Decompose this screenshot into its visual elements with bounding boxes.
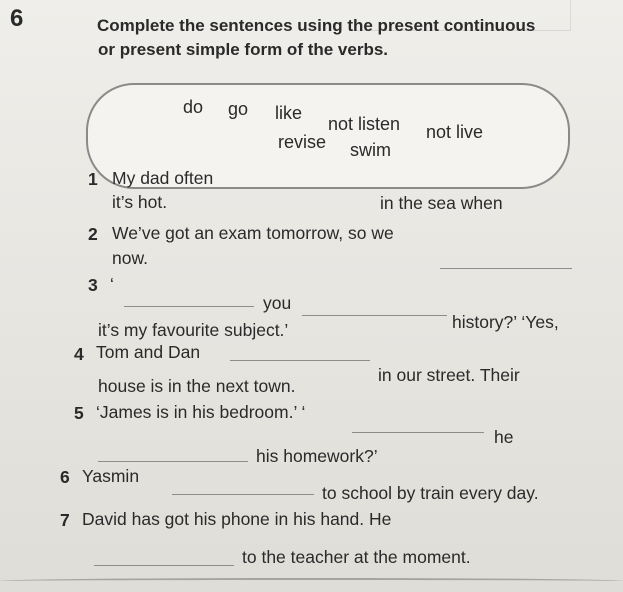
word-not-listen: not listen xyxy=(328,114,401,134)
sentence-7-text-a: David has got his phone in his hand. He xyxy=(82,509,392,529)
sentence-3-text-b: history?’ ‘Yes, xyxy=(452,312,559,332)
instruction-line-1: Complete the sentences using the present continuous xyxy=(97,16,536,35)
exercise-number: 6 xyxy=(10,5,24,32)
sentence-3-blank-2[interactable] xyxy=(302,315,447,316)
instruction-line-2: or present simple form of the verbs. xyxy=(98,40,389,59)
sentence-1-number: 1 xyxy=(88,169,98,189)
sentence-7-number: 7 xyxy=(60,510,70,530)
sentence-4-text-a: Tom and Dan xyxy=(96,342,201,362)
sentence-5-number: 5 xyxy=(74,403,84,423)
sentence-2-number: 2 xyxy=(88,224,98,244)
sentence-3-text-c: it’s my favourite subject.’ xyxy=(98,320,289,340)
sentence-7-text-b: to the teacher at the moment. xyxy=(242,547,471,567)
sentence-1-text-c: it’s hot. xyxy=(112,192,168,212)
sentence-5-blank-2[interactable] xyxy=(98,461,248,462)
sentence-4-blank[interactable] xyxy=(230,360,370,361)
sentence-1-text-b: in the sea when xyxy=(380,193,503,213)
sentence-2-blank[interactable] xyxy=(440,268,572,269)
word-like: like xyxy=(275,103,303,123)
sentence-6-text-a: Yasmin xyxy=(82,466,140,486)
sentence-6-blank[interactable] xyxy=(172,494,314,495)
sentence-2-text-a: We’ve got an exam tomorrow, so we xyxy=(112,223,394,243)
word-swim: swim xyxy=(350,140,391,160)
page-curve-edge xyxy=(0,578,623,584)
exercise-instruction xyxy=(97,14,617,62)
sentence-3-text-a: you xyxy=(263,293,292,313)
sentence-4-text-c: house is in the next town. xyxy=(98,376,296,396)
sentence-5-text-b: he xyxy=(494,427,514,447)
sentence-5-blank-1[interactable] xyxy=(352,432,484,433)
sentence-2-text-b: now. xyxy=(112,248,148,268)
word-revise: revise xyxy=(278,132,327,152)
word-not-live: not live xyxy=(426,122,484,142)
sentence-1-blank[interactable] xyxy=(232,187,372,188)
sentence-6-text-b: to school by train every day. xyxy=(322,483,539,503)
sentence-1-text-a: My dad often xyxy=(112,168,214,188)
word-do: do xyxy=(183,97,204,117)
sentence-6-number: 6 xyxy=(60,467,70,487)
sentence-3-open-quote: ‘ xyxy=(110,274,114,294)
sentence-3-blank-1[interactable] xyxy=(124,306,254,307)
sentence-5-text-a: ‘James is in his bedroom.’ ‘ xyxy=(96,402,306,422)
sentence-4-text-b: in our street. Their xyxy=(378,365,520,385)
sentence-3-number: 3 xyxy=(88,275,98,295)
sentence-4-number: 4 xyxy=(74,344,84,364)
sentence-7-blank[interactable] xyxy=(94,565,234,566)
word-go: go xyxy=(228,99,249,119)
sentence-5-text-c: his homework?’ xyxy=(256,446,378,466)
